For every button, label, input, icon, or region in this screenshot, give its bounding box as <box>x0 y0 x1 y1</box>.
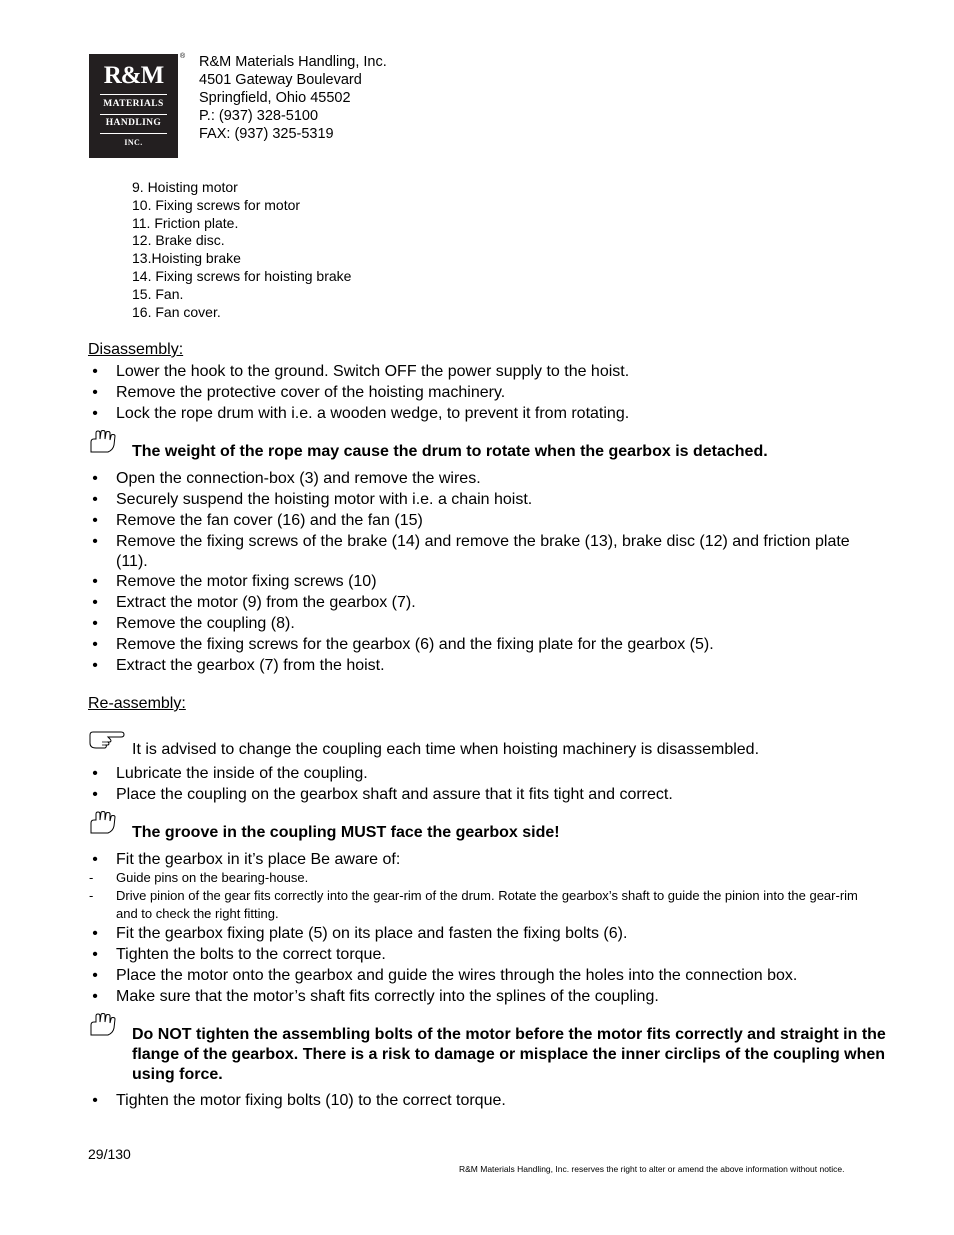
bullet: • <box>92 657 98 674</box>
bullet: • <box>92 925 98 942</box>
bullet: • <box>92 363 98 380</box>
company-logo <box>89 54 178 158</box>
logo-rm-text: R&M <box>103 62 164 89</box>
bullet: • <box>92 851 98 868</box>
bullet: • <box>92 470 98 487</box>
bullet: • <box>92 594 98 611</box>
logo-handling-text: HANDLING <box>105 118 162 128</box>
parts-list-item: 13.Hoisting brake <box>132 250 241 266</box>
hand-warning-icon <box>88 1013 118 1037</box>
company-fax: FAX: (937) 325-5319 <box>199 126 334 142</box>
parts-list-item: 16. Fan cover. <box>132 304 221 320</box>
logo-divider <box>100 94 167 95</box>
bullet: • <box>92 491 98 508</box>
logo-divider <box>100 114 167 115</box>
company-phone: P.: (937) 328-5100 <box>199 108 319 124</box>
bullet: • <box>92 615 98 632</box>
tip-text: It is advised to change the coupling each time when hoisting machinery is disassembled. <box>132 741 760 758</box>
bullet: • <box>92 512 98 529</box>
hand-warning-icon <box>88 430 118 454</box>
parts-list-item: 15. Fan. <box>132 286 184 302</box>
bullet: • <box>92 636 98 653</box>
parts-list-item: 14. Fixing screws for hoisting brake <box>132 268 352 284</box>
company-city: Springfield, Ohio 45502 <box>199 90 351 106</box>
bullet: • <box>92 1092 98 1109</box>
bullet: • <box>92 765 98 782</box>
bullet: • <box>92 405 98 422</box>
logo-divider <box>100 133 167 134</box>
footer-notice: R&M Materials Handling, Inc. reserves the right to alter or amend the above information without notice. <box>459 1164 845 1174</box>
disassembly-heading: Disassembly: <box>88 341 184 358</box>
logo-inc-text: INC. <box>124 138 143 147</box>
warning-text: The groove in the coupling MUST face the gearbox side! <box>132 824 560 841</box>
warning-text: The weight of the rope may cause the drum to rotate when the gearbox is detached. <box>132 443 768 460</box>
bullet: • <box>92 573 98 590</box>
hand-warning-icon <box>88 811 118 835</box>
company-name: R&M Materials Handling, Inc. <box>199 54 387 70</box>
parts-list-item: 12. Brake disc. <box>132 232 225 248</box>
bullet: • <box>92 967 98 984</box>
dash: - <box>89 870 94 885</box>
parts-list-item: 11. Friction plate. <box>132 215 239 231</box>
bullet: • <box>92 988 98 1005</box>
dash: - <box>89 888 94 903</box>
page-number: 29/130 <box>88 1146 131 1162</box>
warning-text: Do NOT tighten the assembling bolts of the motor before the motor fits correctly and straight in the flange of the gearbox. There is a risk to damage or misplace the inner circlips of the coupling when using force. <box>132 1026 886 1083</box>
parts-list-item: 10. Fixing screws for motor <box>132 197 301 213</box>
bullet: • <box>92 786 98 803</box>
pointing-hand-icon <box>88 729 126 751</box>
bullet: • <box>92 946 98 963</box>
registered-mark: ® <box>180 53 186 60</box>
bullet: • <box>92 384 98 401</box>
company-street: 4501 Gateway Boulevard <box>199 72 362 88</box>
reassembly-heading: Re-assembly: <box>88 695 186 712</box>
bullet: • <box>92 533 98 550</box>
logo-materials-text: MATERIALS <box>103 99 164 109</box>
parts-list-item: 9. Hoisting motor <box>132 179 238 195</box>
